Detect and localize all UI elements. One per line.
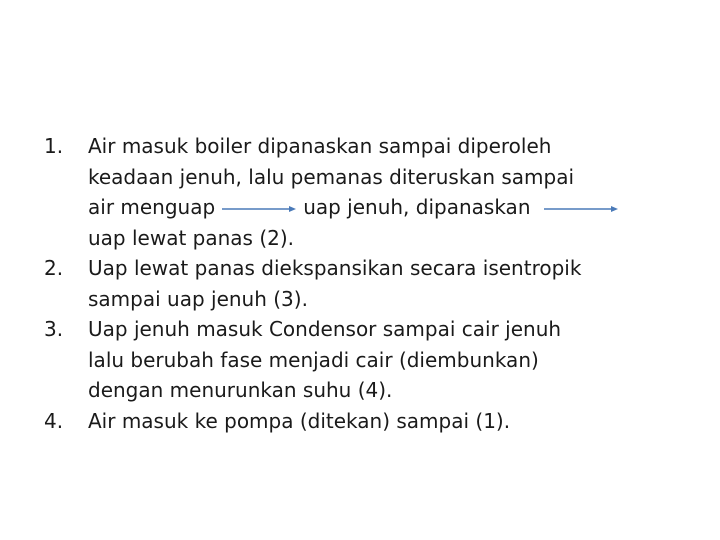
list-number: 3. <box>44 317 64 341</box>
step-2-line-1: Uap lewat panas diekspansikan secara isentropik <box>88 256 582 280</box>
step-1-line-2: keadaan jenuh, lalu pemanas diteruskan sampai <box>88 164 575 189</box>
step-3-line-1: Uap jenuh masuk Condensor sampai cair jenuh <box>88 317 562 341</box>
right-arrow-icon <box>221 204 297 214</box>
step-3-line-2: lalu berubah fase menjadi cair (diembunkan) <box>88 347 539 372</box>
step-1-text-air-menguap: air menguap <box>88 195 216 219</box>
list-number: 2. <box>44 256 64 280</box>
step-2-line-2: sampai uap jenuh (3). <box>88 286 308 311</box>
list-number: 4. <box>44 408 64 433</box>
list-number: 1. <box>44 134 64 158</box>
list-item-3 <box>44 314 704 406</box>
step-1-line-1: Air masuk boiler dipanaskan sampai diperoleh <box>88 134 552 158</box>
step-1-line-4: uap lewat panas (2). <box>88 225 295 250</box>
step-1-line-3 <box>88 192 704 223</box>
numbered-list <box>44 131 704 436</box>
list-item-1 <box>44 131 704 253</box>
list-item-4 <box>44 406 704 437</box>
step-4-line-1: Air masuk ke pompa (ditekan) sampai (1). <box>88 408 511 433</box>
step-1-text-uap-jenuh: uap jenuh, dipanaskan <box>303 195 531 219</box>
list-item-2 <box>44 253 704 314</box>
step-3-line-3: dengan menurunkan suhu (4). <box>88 378 393 402</box>
right-arrow-icon <box>543 204 619 214</box>
